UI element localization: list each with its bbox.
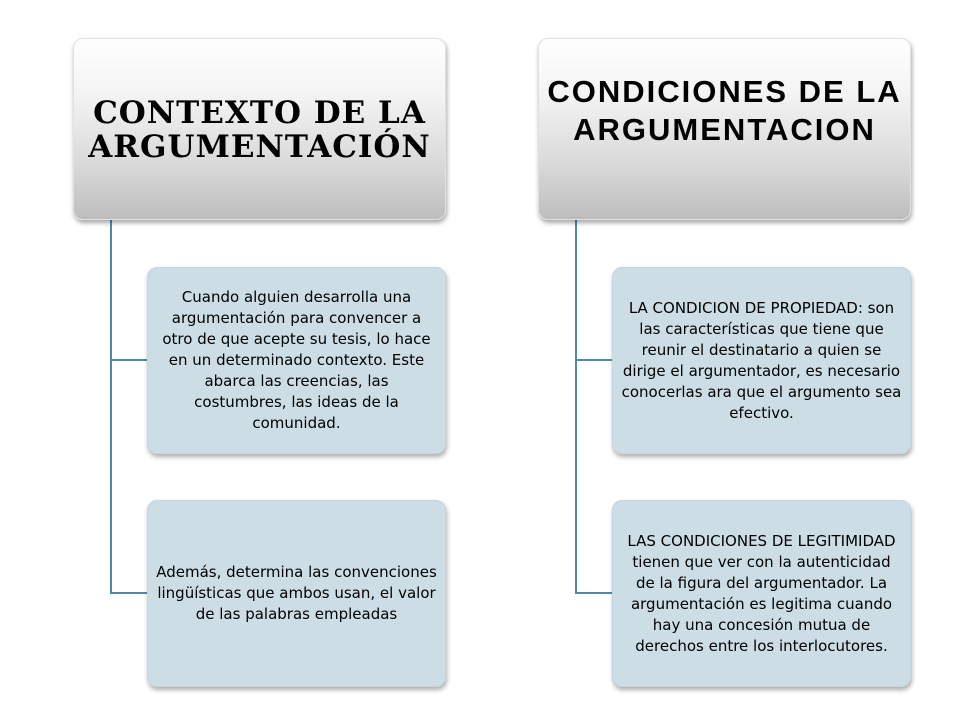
- legitimacy-conditions-text: LAS CONDICIONES DE LEGITIMIDAD tienen que ver con la autenticidad de la figura del argumentador. La argumentación es legitima cuando hay una concesión mutua de derechos entre los interlocutores.: [627, 531, 896, 655]
- context-description-text: Cuando alguien desarrolla una argumentación para convencer a otro de que acepte su tesis, lo hace en un determinado contexto. Este abarca las creencias, las costumbres, las ideas de la comunidad.: [162, 288, 431, 432]
- right-heading-box: [538, 38, 911, 220]
- left-connector-line: [111, 220, 147, 593]
- propriety-condition-text: LA CONDICION DE PROPIEDAD: son las características que tiene que reunir el destinatario a quien se dirige el argumentador, es necesario conocerlas ara que el argumento sea efectivo.: [621, 298, 902, 422]
- right-heading-text: CONDICIONES DE LA ARGUMENTACION: [547, 74, 902, 147]
- linguistic-conventions-text: Además, determina las convenciones lingüísticas que ambos usan, el valor de las palabras empleadas: [156, 563, 437, 623]
- linguistic-conventions-card: [147, 500, 446, 687]
- left-heading-box: [73, 38, 446, 220]
- context-description-card: [147, 267, 446, 454]
- propriety-condition-card: [612, 267, 911, 454]
- left-heading-text: CONTEXTO DE LA ARGUMENTACIÓN: [88, 95, 431, 165]
- legitimacy-conditions-card: [612, 500, 911, 687]
- right-connector-line: [576, 220, 612, 593]
